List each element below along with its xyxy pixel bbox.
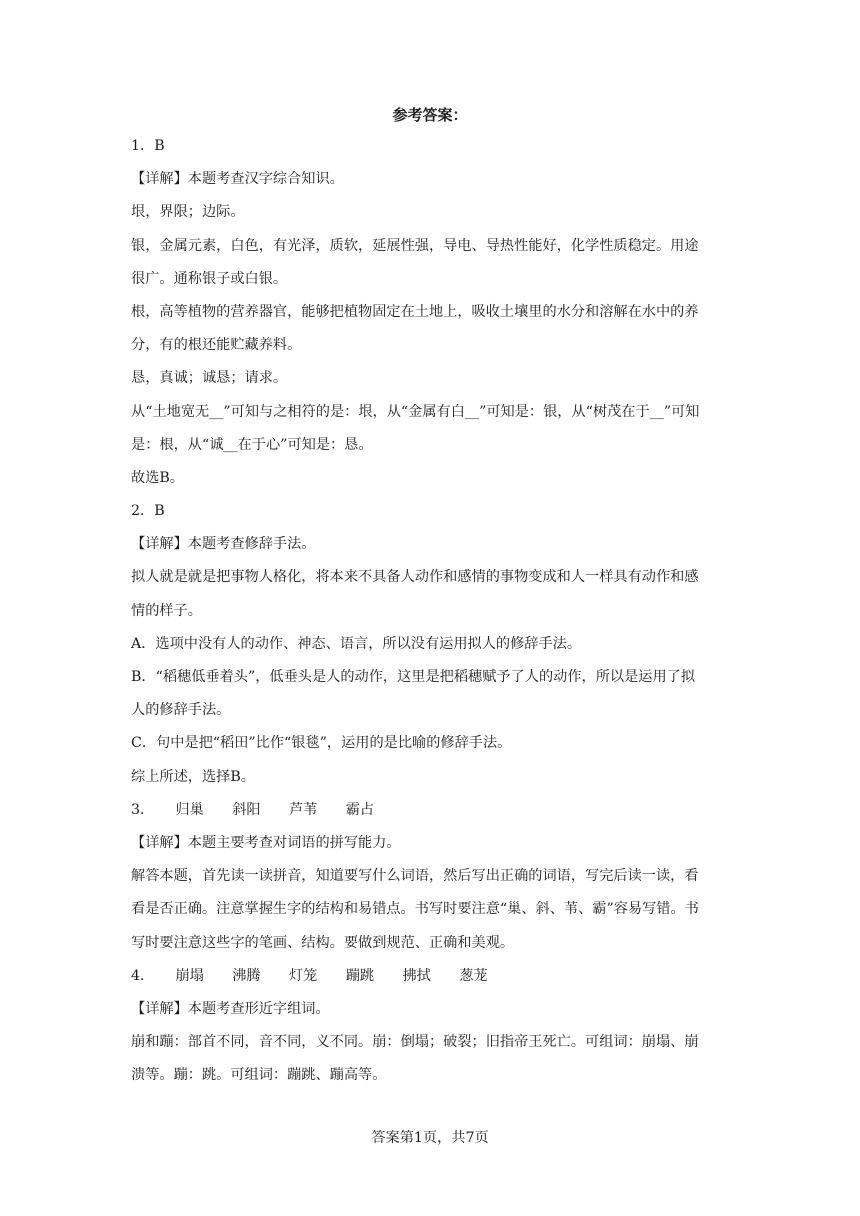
page-footer: 答案第1页，共7页 bbox=[371, 1130, 489, 1146]
text-line: 综上所述，选择B。 bbox=[131, 768, 255, 785]
text-line: 写时要注意这些字的笔画、结构。要做到规范、正确和美观。 bbox=[131, 934, 515, 951]
text-line: 银，金属元素，白色，有光泽，质软，延展性强，导电、导热性能好，化学性质稳定。用途 bbox=[131, 237, 699, 254]
text-line: 解答本题，首先读一读拼音，知道要写什么词语，然后写出正确的词语，写完后读一读，看 bbox=[131, 868, 699, 885]
text-line: 恳，真诚；诚恳；请求。 bbox=[131, 370, 288, 387]
text-line: 崩和蹦：部首不同，音不同，义不同。崩：倒塌；破裂；旧指帝王死亡。可组词：崩塌、崩 bbox=[131, 1034, 699, 1051]
text-line: 【详解】本题考查形近字组词。 bbox=[131, 1000, 330, 1017]
text-line: 情的样子。 bbox=[131, 602, 202, 619]
text-line: 2．B bbox=[131, 503, 165, 520]
text-line: 【详解】本题主要考查对词语的拼写能力。 bbox=[131, 834, 401, 851]
text-line: C．句中是把“稻田”比作“银毯”，运用的是比喻的修辞手法。 bbox=[131, 735, 512, 752]
text-line: 垠，界限；边际。 bbox=[131, 204, 245, 221]
text-line: 人的修辞手法。 bbox=[131, 702, 231, 719]
text-line: A．选项中没有人的动作、神态、语言，所以没有运用拟人的修辞手法。 bbox=[131, 635, 582, 652]
text-line: 是：根，从“诚__在于心”可知是：恳。 bbox=[131, 436, 373, 453]
answer-content bbox=[131, 130, 731, 1092]
text-line: 3． 归巢 斜阳 芦苇 霸占 bbox=[131, 801, 375, 818]
text-line: B．“稻穗低垂着头”，低垂头是人的动作，这里是把稻穗赋予了人的动作，所以是运用了拟 bbox=[131, 669, 696, 685]
text-line: 【详解】本题考查汉字综合知识。 bbox=[131, 171, 344, 188]
text-line: 拟人就是就是把事物人格化，将本来不具备人动作和感情的事物变成和人一样具有动作和感 bbox=[131, 569, 699, 586]
text-line: 【详解】本题考查修辞手法。 bbox=[131, 536, 316, 553]
text-line: 分，有的根还能贮藏养料。 bbox=[131, 337, 302, 354]
text-line: 从“土地宽无__”可知与之相符的是：垠，从“金属有白__”可知是：银，从“树茂在于__”可知 bbox=[131, 403, 700, 420]
text-line: 故选B。 bbox=[131, 469, 184, 486]
text-line: 4． 崩塌 沸腾 灯笼 蹦跳 拂拭 葱茏 bbox=[131, 967, 488, 984]
text-line: 1．B bbox=[131, 138, 165, 154]
text-line: 溃等。蹦：跳。可组词：蹦跳、蹦高等。 bbox=[131, 1067, 387, 1084]
text-line: 看是否正确。注意掌握生字的结构和易错点。书写时要注意“巢、斜、苇、霸”容易写错。书 bbox=[131, 901, 699, 918]
text-line: 很广。通称银子或白银。 bbox=[131, 270, 288, 287]
page-title: 参考答案： bbox=[392, 106, 468, 124]
text-line: 根，高等植物的营养器官，能够把植物固定在土地上，吸收土壤里的水分和溶解在水中的养 bbox=[131, 303, 699, 320]
